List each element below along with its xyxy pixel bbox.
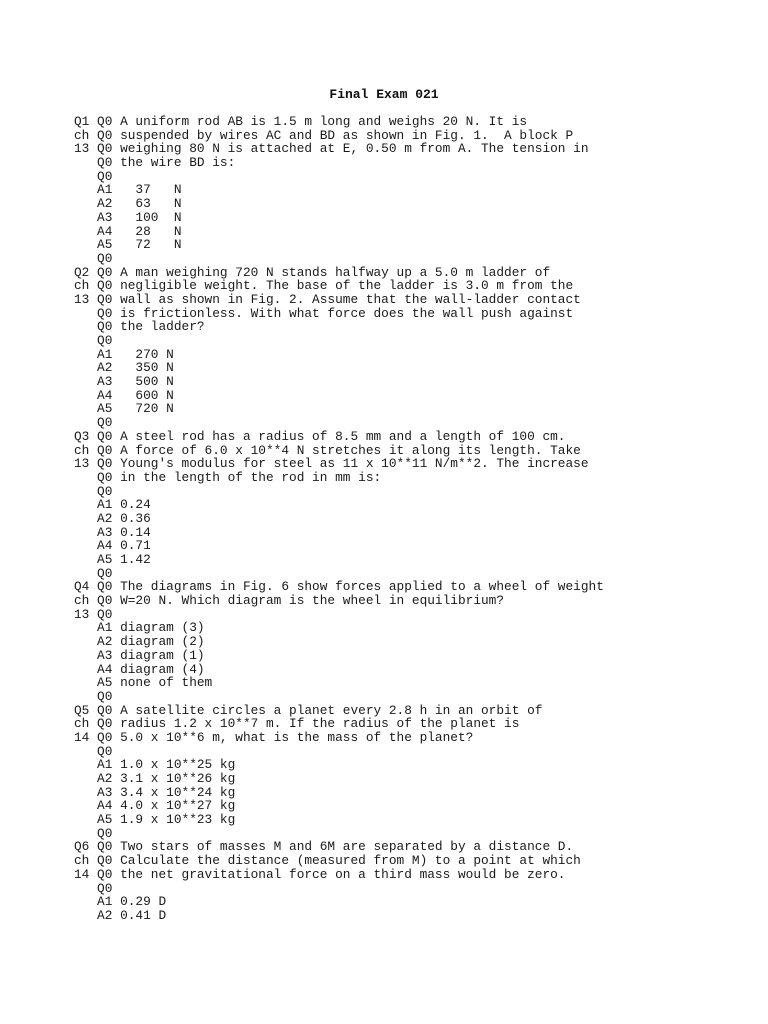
exam-line: Q0	[74, 250, 113, 266]
exam-line: 13 Q0	[74, 606, 113, 622]
exam-line: A2 diagram (2)	[74, 634, 205, 650]
exam-line: A3 500 N	[74, 374, 174, 390]
exam-line: A4 600 N	[74, 387, 174, 403]
exam-line: A3 0.14	[74, 524, 151, 540]
exam-line: ch Q0 Calculate the distance (measured from M) to a point at which	[74, 853, 581, 869]
exam-line: Q0	[74, 688, 113, 704]
exam-line: A1 0.29 D	[74, 894, 167, 910]
exam-line: A2 63 N	[74, 196, 182, 212]
exam-line: A3 100 N	[74, 209, 182, 225]
exam-line: Q0	[74, 825, 113, 841]
exam-line: A2 350 N	[74, 360, 174, 376]
exam-line: ch Q0 suspended by wires AC and BD as shown in Fig. 1. A block P	[74, 127, 574, 143]
exam-line: Q0 is frictionless. With what force does the wall push against	[74, 305, 574, 321]
exam-line: Q0	[74, 565, 113, 581]
exam-line: A5 none of them	[74, 675, 213, 691]
exam-line: A2 0.41 D	[74, 907, 167, 923]
exam-line: Q0	[74, 483, 113, 499]
exam-line: Q0	[74, 168, 113, 184]
exam-line: A1 270 N	[74, 346, 174, 362]
exam-line: A5 720 N	[74, 401, 174, 417]
page-title: Final Exam 021	[329, 87, 439, 102]
exam-line: A5 1.9 x 10**23 kg	[74, 812, 236, 828]
exam-line: A2 0.36	[74, 510, 151, 526]
exam-line: Q4 Q0 The diagrams in Fig. 6 show forces applied to a wheel of weight	[74, 579, 604, 595]
exam-line: Q0 the wire BD is:	[74, 155, 236, 171]
exam-line: 13 Q0 weighing 80 N is attached at E, 0.50 m from A. The tension in	[74, 141, 589, 157]
exam-line: Q1 Q0 A uniform rod AB is 1.5 m long and weighs 20 N. It is	[74, 114, 528, 129]
exam-line: ch Q0 negligible weight. The base of the ladder is 3.0 m from the	[74, 278, 574, 294]
exam-line: Q3 Q0 A steel rod has a radius of 8.5 mm and a length of 100 cm.	[74, 428, 566, 444]
exam-line: A1 37 N	[74, 182, 182, 198]
exam-line: A4 28 N	[74, 223, 182, 239]
exam-line: ch Q0 A force of 6.0 x 10**4 N stretches it along its length. Take	[74, 442, 581, 458]
exam-line: A4 diagram (4)	[74, 661, 205, 677]
exam-line: 13 Q0 Young's modulus for steel as 11 x 10**11 N/m**2. The increase	[74, 456, 589, 472]
exam-line: A4 4.0 x 10**27 kg	[74, 798, 236, 814]
exam-line: A4 0.71	[74, 538, 151, 554]
exam-line: Q5 Q0 A satellite circles a planet every 2.8 h in an orbit of	[74, 702, 543, 718]
exam-line: A1 1.0 x 10**25 kg	[74, 757, 236, 773]
exam-line: Q0	[74, 743, 113, 759]
exam-line: ch Q0 W=20 N. Which diagram is the wheel in equilibrium?	[74, 593, 505, 609]
exam-line: A3 3.4 x 10**24 kg	[74, 784, 236, 800]
exam-line: 13 Q0 wall as shown in Fig. 2. Assume that the wall-ladder contact	[74, 291, 581, 307]
exam-line: Q0	[74, 333, 113, 348]
exam-line: A1 diagram (3)	[74, 620, 205, 636]
exam-listing	[74, 115, 604, 923]
exam-line: A2 3.1 x 10**26 kg	[74, 771, 236, 786]
exam-line: 14 Q0 the net gravitational force on a third mass would be zero.	[74, 866, 566, 882]
exam-line: A5 72 N	[74, 237, 182, 253]
exam-line: Q6 Q0 Two stars of masses M and 6M are separated by a distance D.	[74, 839, 574, 855]
exam-line: Q0	[74, 415, 113, 431]
exam-line: Q0 the ladder?	[74, 319, 205, 335]
exam-line: A1 0.24	[74, 497, 151, 513]
exam-line: A5 1.42	[74, 552, 151, 567]
exam-line: Q0 in the length of the rod in mm is:	[74, 469, 382, 485]
exam-line: Q0	[74, 880, 113, 896]
exam-line: A3 diagram (1)	[74, 647, 205, 663]
exam-line: ch Q0 radius 1.2 x 10**7 m. If the radius of the planet is	[74, 716, 520, 732]
exam-line: Q2 Q0 A man weighing 720 N stands halfway up a 5.0 m ladder of	[74, 264, 551, 280]
exam-line: 14 Q0 5.0 x 10**6 m, what is the mass of the planet?	[74, 729, 474, 745]
